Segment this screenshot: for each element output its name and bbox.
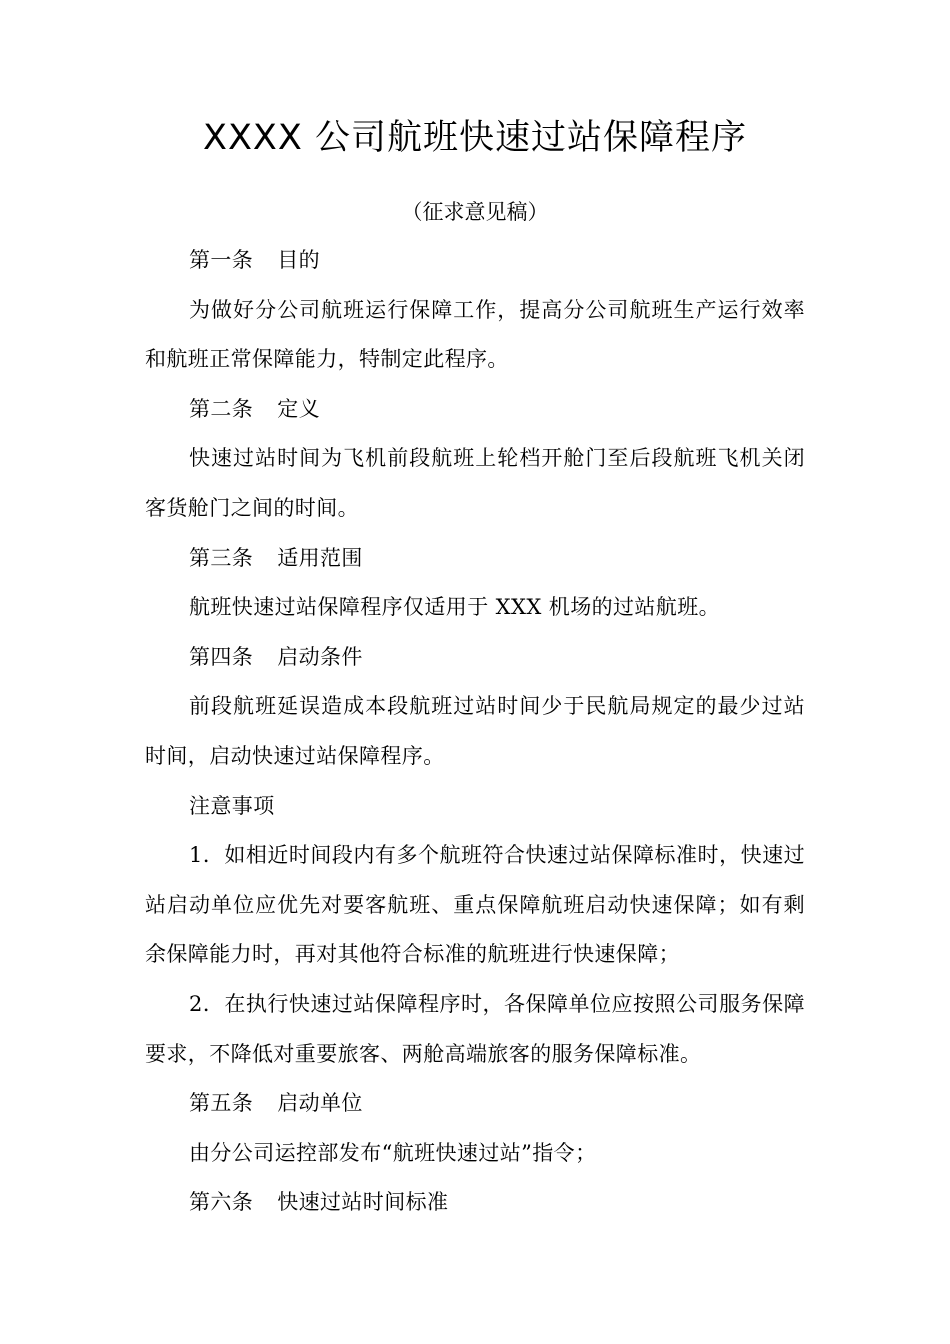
article-number: 第五条 bbox=[189, 1091, 254, 1116]
note-item: 2．在执行快速过站保障程序时，各保障单位应按照公司服务保障要求，不降低对重要旅客、两舱高端旅客的服务保障标准。 bbox=[145, 991, 805, 1066]
document-title: XXXX 公司航班快速过站保障程序 bbox=[202, 118, 748, 158]
article-title: 适用范围 bbox=[277, 545, 363, 570]
document-body bbox=[145, 236, 805, 1228]
article-heading bbox=[145, 385, 805, 435]
article-number: 第二条 bbox=[189, 396, 254, 421]
article-heading bbox=[145, 236, 805, 286]
article-heading bbox=[145, 1079, 805, 1129]
article-title: 目的 bbox=[277, 248, 321, 272]
article-title: 快速过站时间标准 bbox=[277, 1190, 449, 1215]
document-subtitle: （征求意见稿） bbox=[401, 200, 549, 224]
article-heading bbox=[145, 633, 805, 683]
article-number: 第四条 bbox=[189, 644, 254, 669]
note-item: 1．如相近时间段内有多个航班符合快速过站保障标准时，快速过站启动单位应优先对要客航班、重点保障航班启动快速保障；如有剩余保障能力时，再对其他符合标准的航班进行快速保障； bbox=[145, 843, 805, 967]
article-text: 由分公司运控部发布“航班快速过站”指令； bbox=[189, 1140, 597, 1165]
article-text: 为做好分公司航班运行保障工作，提高分公司航班生产运行效率和航班正常保障能力，特制定此程序。 bbox=[145, 297, 805, 372]
article-text: 快速过站时间为飞机前段航班上轮档开舱门至后段航班飞机关闭客货舱门之间的时间。 bbox=[145, 446, 805, 520]
article-title: 启动单位 bbox=[277, 1091, 363, 1116]
article-title: 定义 bbox=[277, 396, 321, 421]
article-number: 第三条 bbox=[189, 545, 254, 570]
article-number: 第一条 bbox=[189, 248, 254, 272]
article-title: 启动条件 bbox=[277, 644, 363, 669]
article-heading bbox=[145, 534, 805, 584]
article-number: 第六条 bbox=[189, 1190, 254, 1215]
article-text: 前段航班延误造成本段航班过站时间少于民航局规定的最少过站时间，启动快速过站保障程序。 bbox=[145, 694, 805, 768]
notes-heading: 注意事项 bbox=[189, 793, 275, 818]
article-heading bbox=[145, 1178, 805, 1228]
article-text: 航班快速过站保障程序仅适用于 XXX 机场的过站航班。 bbox=[189, 595, 720, 620]
